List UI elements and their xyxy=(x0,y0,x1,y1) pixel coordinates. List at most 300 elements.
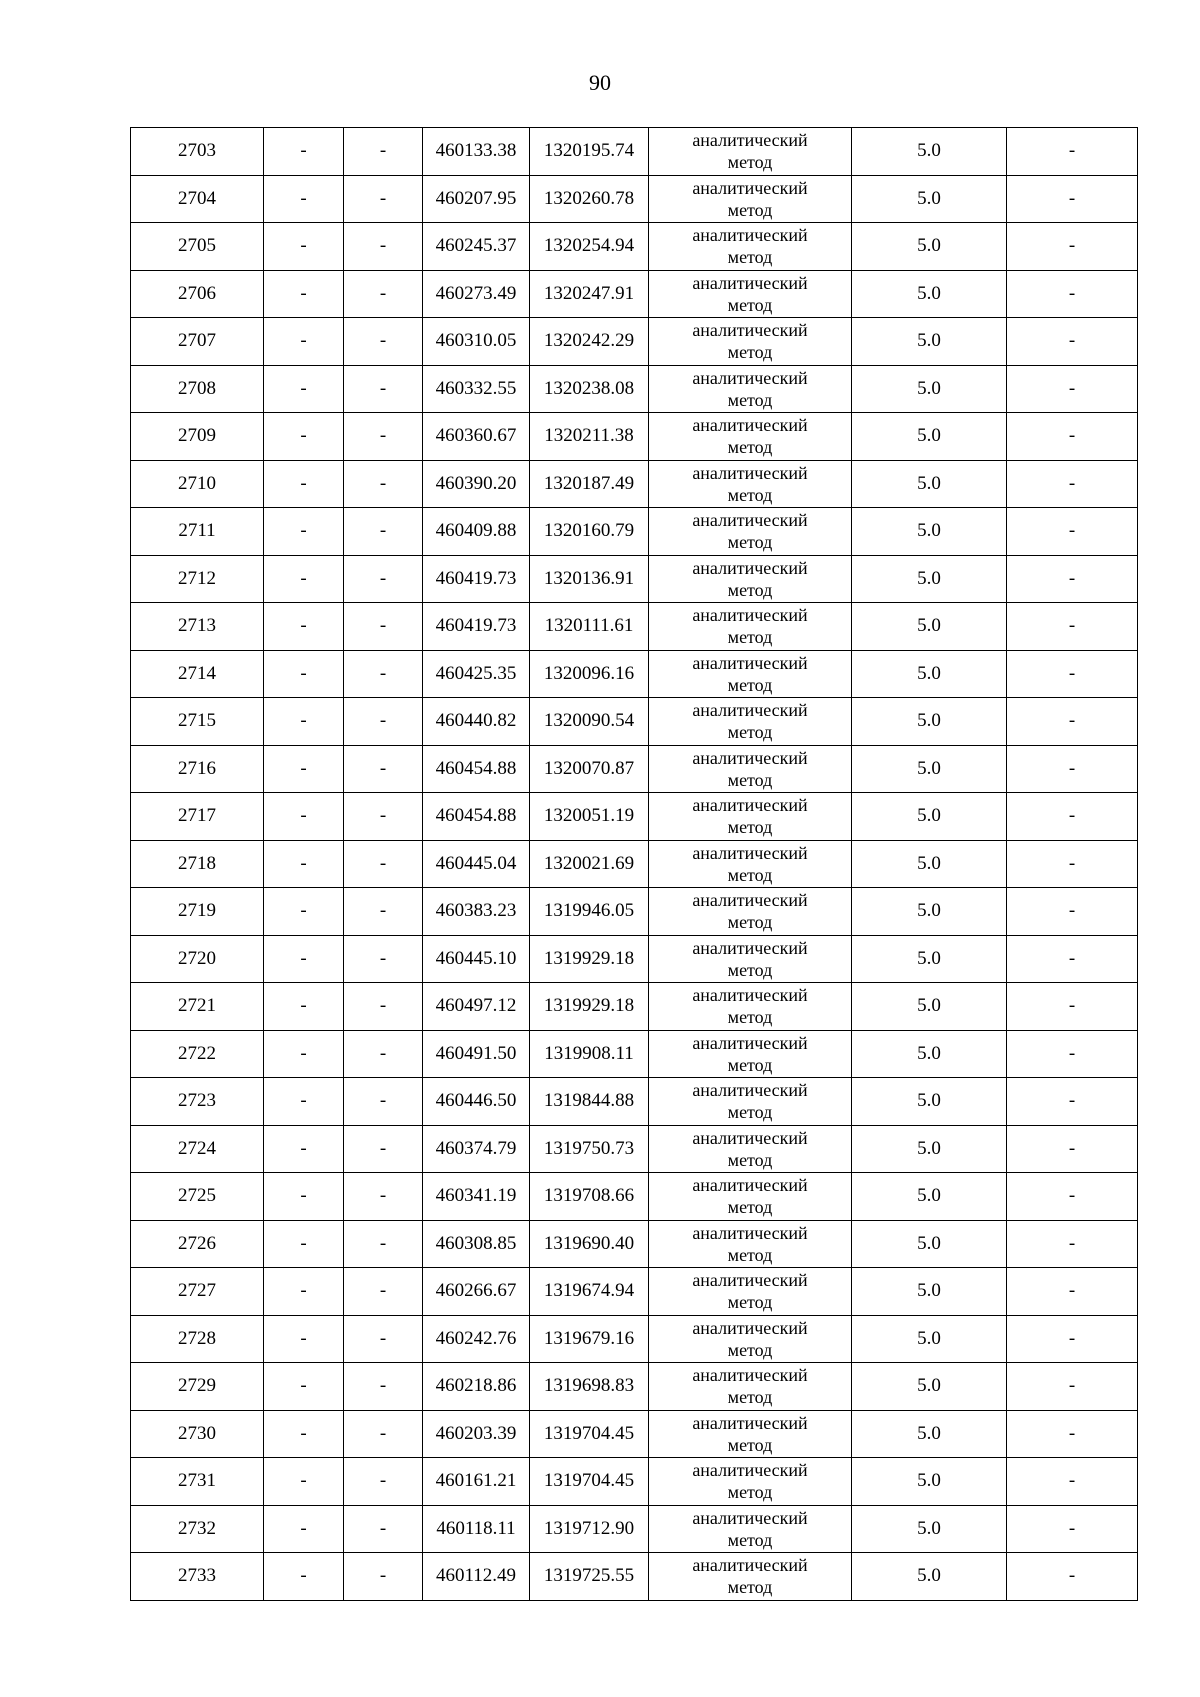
y-coordinate-cell: 1319674.94 xyxy=(530,1268,649,1316)
x-coordinate-cell: 460383.23 xyxy=(423,888,530,936)
empty-cell-8: - xyxy=(1007,840,1138,888)
x-coordinate-cell: 460454.88 xyxy=(423,793,530,841)
empty-cell-3: - xyxy=(344,1410,423,1458)
empty-cell-2: - xyxy=(264,1363,344,1411)
y-coordinate-cell: 1319679.16 xyxy=(530,1315,649,1363)
method-line-2: метод xyxy=(727,1102,773,1123)
method-cell xyxy=(649,223,852,271)
accuracy-cell: 5.0 xyxy=(852,1505,1007,1553)
point-number-cell: 2714 xyxy=(131,650,264,698)
method-line-2: метод xyxy=(727,959,773,980)
x-coordinate-cell: 460446.50 xyxy=(423,1078,530,1126)
method-line-1: аналитический xyxy=(692,937,808,958)
method-cell xyxy=(649,745,852,793)
table-row xyxy=(131,1410,1138,1458)
y-coordinate-cell: 1320195.74 xyxy=(530,128,649,176)
method-line-2: метод xyxy=(727,1197,773,1218)
method-cell xyxy=(649,983,852,1031)
point-number-cell: 2709 xyxy=(131,413,264,461)
empty-cell-3: - xyxy=(344,318,423,366)
x-coordinate-cell: 460341.19 xyxy=(423,1173,530,1221)
x-coordinate-cell: 460445.04 xyxy=(423,840,530,888)
empty-cell-3: - xyxy=(344,1315,423,1363)
empty-cell-3: - xyxy=(344,650,423,698)
accuracy-cell: 5.0 xyxy=(852,983,1007,1031)
empty-cell-3: - xyxy=(344,1030,423,1078)
method-line-1: аналитический xyxy=(692,1032,808,1053)
x-coordinate-cell: 460419.73 xyxy=(423,603,530,651)
empty-cell-3: - xyxy=(344,270,423,318)
method-line-2: метод xyxy=(727,389,773,410)
accuracy-cell: 5.0 xyxy=(852,460,1007,508)
accuracy-cell: 5.0 xyxy=(852,1220,1007,1268)
method-line-2: метод xyxy=(727,722,773,743)
method-cell xyxy=(649,175,852,223)
point-number-cell: 2703 xyxy=(131,128,264,176)
table-row xyxy=(131,1363,1138,1411)
x-coordinate-cell: 460374.79 xyxy=(423,1125,530,1173)
table-row xyxy=(131,1078,1138,1126)
method-line-1: аналитический xyxy=(692,557,808,578)
accuracy-cell: 5.0 xyxy=(852,1553,1007,1601)
empty-cell-8: - xyxy=(1007,888,1138,936)
empty-cell-3: - xyxy=(344,555,423,603)
y-coordinate-cell: 1320096.16 xyxy=(530,650,649,698)
empty-cell-8: - xyxy=(1007,365,1138,413)
point-number-cell: 2732 xyxy=(131,1505,264,1553)
y-coordinate-cell: 1320254.94 xyxy=(530,223,649,271)
empty-cell-2: - xyxy=(264,555,344,603)
empty-cell-3: - xyxy=(344,460,423,508)
table-row xyxy=(131,555,1138,603)
point-number-cell: 2708 xyxy=(131,365,264,413)
method-line-1: аналитический xyxy=(692,1365,808,1386)
empty-cell-8: - xyxy=(1007,935,1138,983)
method-line-1: аналитический xyxy=(692,652,808,673)
empty-cell-8: - xyxy=(1007,270,1138,318)
method-line-1: аналитический xyxy=(692,130,808,151)
point-number-cell: 2705 xyxy=(131,223,264,271)
method-cell xyxy=(649,698,852,746)
x-coordinate-cell: 460266.67 xyxy=(423,1268,530,1316)
empty-cell-8: - xyxy=(1007,1363,1138,1411)
point-number-cell: 2722 xyxy=(131,1030,264,1078)
point-number-cell: 2711 xyxy=(131,508,264,556)
table-row xyxy=(131,1220,1138,1268)
x-coordinate-cell: 460242.76 xyxy=(423,1315,530,1363)
accuracy-cell: 5.0 xyxy=(852,935,1007,983)
point-number-cell: 2725 xyxy=(131,1173,264,1221)
table-body xyxy=(131,128,1138,1601)
method-line-2: метод xyxy=(727,912,773,933)
empty-cell-8: - xyxy=(1007,1078,1138,1126)
y-coordinate-cell: 1320160.79 xyxy=(530,508,649,556)
accuracy-cell: 5.0 xyxy=(852,1410,1007,1458)
x-coordinate-cell: 460390.20 xyxy=(423,460,530,508)
method-line-1: аналитический xyxy=(692,747,808,768)
empty-cell-2: - xyxy=(264,935,344,983)
accuracy-cell: 5.0 xyxy=(852,1363,1007,1411)
point-number-cell: 2730 xyxy=(131,1410,264,1458)
method-line-1: аналитический xyxy=(692,462,808,483)
table-row xyxy=(131,413,1138,461)
y-coordinate-cell: 1319750.73 xyxy=(530,1125,649,1173)
x-coordinate-cell: 460454.88 xyxy=(423,745,530,793)
empty-cell-8: - xyxy=(1007,128,1138,176)
y-coordinate-cell: 1320211.38 xyxy=(530,413,649,461)
y-coordinate-cell: 1319704.45 xyxy=(530,1458,649,1506)
table-row xyxy=(131,1458,1138,1506)
empty-cell-3: - xyxy=(344,745,423,793)
table-row xyxy=(131,1553,1138,1601)
method-line-2: метод xyxy=(727,484,773,505)
method-line-1: аналитический xyxy=(692,985,808,1006)
method-line-2: метод xyxy=(727,1577,773,1598)
method-line-1: аналитический xyxy=(692,1222,808,1243)
table-row xyxy=(131,1125,1138,1173)
method-line-2: метод xyxy=(727,627,773,648)
point-number-cell: 2704 xyxy=(131,175,264,223)
empty-cell-8: - xyxy=(1007,698,1138,746)
method-line-2: метод xyxy=(727,1339,773,1360)
table-row xyxy=(131,603,1138,651)
y-coordinate-cell: 1319929.18 xyxy=(530,935,649,983)
point-number-cell: 2719 xyxy=(131,888,264,936)
y-coordinate-cell: 1319946.05 xyxy=(530,888,649,936)
point-number-cell: 2727 xyxy=(131,1268,264,1316)
empty-cell-8: - xyxy=(1007,983,1138,1031)
method-cell xyxy=(649,603,852,651)
method-line-2: метод xyxy=(727,864,773,885)
empty-cell-8: - xyxy=(1007,555,1138,603)
empty-cell-3: - xyxy=(344,508,423,556)
empty-cell-8: - xyxy=(1007,793,1138,841)
x-coordinate-cell: 460445.10 xyxy=(423,935,530,983)
method-line-2: метод xyxy=(727,579,773,600)
method-cell xyxy=(649,460,852,508)
method-line-1: аналитический xyxy=(692,415,808,436)
accuracy-cell: 5.0 xyxy=(852,1173,1007,1221)
method-cell xyxy=(649,1125,852,1173)
point-number-cell: 2723 xyxy=(131,1078,264,1126)
accuracy-cell: 5.0 xyxy=(852,793,1007,841)
method-line-1: аналитический xyxy=(692,605,808,626)
y-coordinate-cell: 1319698.83 xyxy=(530,1363,649,1411)
empty-cell-8: - xyxy=(1007,460,1138,508)
point-number-cell: 2715 xyxy=(131,698,264,746)
table-row xyxy=(131,128,1138,176)
accuracy-cell: 5.0 xyxy=(852,888,1007,936)
empty-cell-8: - xyxy=(1007,1458,1138,1506)
empty-cell-2: - xyxy=(264,1078,344,1126)
empty-cell-8: - xyxy=(1007,1410,1138,1458)
method-cell xyxy=(649,1268,852,1316)
accuracy-cell: 5.0 xyxy=(852,223,1007,271)
method-line-2: метод xyxy=(727,199,773,220)
y-coordinate-cell: 1320090.54 xyxy=(530,698,649,746)
x-coordinate-cell: 460360.67 xyxy=(423,413,530,461)
method-line-2: метод xyxy=(727,1529,773,1550)
table-row xyxy=(131,318,1138,366)
method-cell xyxy=(649,650,852,698)
empty-cell-2: - xyxy=(264,413,344,461)
accuracy-cell: 5.0 xyxy=(852,745,1007,793)
table-row xyxy=(131,1505,1138,1553)
y-coordinate-cell: 1320242.29 xyxy=(530,318,649,366)
point-number-cell: 2712 xyxy=(131,555,264,603)
empty-cell-2: - xyxy=(264,983,344,1031)
method-line-1: аналитический xyxy=(692,225,808,246)
table-row xyxy=(131,650,1138,698)
method-line-1: аналитический xyxy=(692,367,808,388)
method-line-2: метод xyxy=(727,1482,773,1503)
x-coordinate-cell: 460425.35 xyxy=(423,650,530,698)
y-coordinate-cell: 1320111.61 xyxy=(530,603,649,651)
method-cell xyxy=(649,793,852,841)
method-line-2: метод xyxy=(727,1292,773,1313)
method-line-2: метод xyxy=(727,1149,773,1170)
method-line-2: метод xyxy=(727,152,773,173)
point-number-cell: 2733 xyxy=(131,1553,264,1601)
method-line-1: аналитический xyxy=(692,795,808,816)
empty-cell-2: - xyxy=(264,460,344,508)
accuracy-cell: 5.0 xyxy=(852,840,1007,888)
x-coordinate-cell: 460310.05 xyxy=(423,318,530,366)
accuracy-cell: 5.0 xyxy=(852,650,1007,698)
method-line-1: аналитический xyxy=(692,177,808,198)
accuracy-cell: 5.0 xyxy=(852,1268,1007,1316)
point-number-cell: 2707 xyxy=(131,318,264,366)
point-number-cell: 2718 xyxy=(131,840,264,888)
y-coordinate-cell: 1319704.45 xyxy=(530,1410,649,1458)
empty-cell-8: - xyxy=(1007,650,1138,698)
empty-cell-2: - xyxy=(264,508,344,556)
empty-cell-8: - xyxy=(1007,1125,1138,1173)
method-line-1: аналитический xyxy=(692,1270,808,1291)
empty-cell-2: - xyxy=(264,128,344,176)
x-coordinate-cell: 460218.86 xyxy=(423,1363,530,1411)
empty-cell-8: - xyxy=(1007,603,1138,651)
method-line-2: метод xyxy=(727,247,773,268)
empty-cell-2: - xyxy=(264,888,344,936)
empty-cell-3: - xyxy=(344,840,423,888)
table-row xyxy=(131,175,1138,223)
x-coordinate-cell: 460440.82 xyxy=(423,698,530,746)
empty-cell-3: - xyxy=(344,603,423,651)
method-line-2: метод xyxy=(727,817,773,838)
point-number-cell: 2721 xyxy=(131,983,264,1031)
empty-cell-3: - xyxy=(344,888,423,936)
table-row xyxy=(131,840,1138,888)
accuracy-cell: 5.0 xyxy=(852,698,1007,746)
table-row xyxy=(131,1315,1138,1363)
point-number-cell: 2728 xyxy=(131,1315,264,1363)
empty-cell-2: - xyxy=(264,745,344,793)
accuracy-cell: 5.0 xyxy=(852,1458,1007,1506)
method-line-1: аналитический xyxy=(692,890,808,911)
empty-cell-3: - xyxy=(344,698,423,746)
method-cell xyxy=(649,270,852,318)
method-line-2: метод xyxy=(727,1054,773,1075)
method-cell xyxy=(649,1410,852,1458)
table-row xyxy=(131,223,1138,271)
method-line-1: аналитический xyxy=(692,1555,808,1576)
empty-cell-8: - xyxy=(1007,175,1138,223)
x-coordinate-cell: 460419.73 xyxy=(423,555,530,603)
method-line-2: метод xyxy=(727,1244,773,1265)
method-cell xyxy=(649,1173,852,1221)
method-cell xyxy=(649,555,852,603)
point-number-cell: 2731 xyxy=(131,1458,264,1506)
coordinates-table xyxy=(130,127,1138,1601)
table-row xyxy=(131,793,1138,841)
empty-cell-2: - xyxy=(264,698,344,746)
x-coordinate-cell: 460112.49 xyxy=(423,1553,530,1601)
empty-cell-2: - xyxy=(264,1410,344,1458)
y-coordinate-cell: 1320260.78 xyxy=(530,175,649,223)
method-line-1: аналитический xyxy=(692,510,808,531)
method-cell xyxy=(649,1220,852,1268)
table-row xyxy=(131,1173,1138,1221)
point-number-cell: 2724 xyxy=(131,1125,264,1173)
table-row xyxy=(131,745,1138,793)
method-line-1: аналитический xyxy=(692,1127,808,1148)
point-number-cell: 2716 xyxy=(131,745,264,793)
method-line-1: аналитический xyxy=(692,1412,808,1433)
empty-cell-3: - xyxy=(344,1363,423,1411)
empty-cell-3: - xyxy=(344,1505,423,1553)
method-cell xyxy=(649,365,852,413)
accuracy-cell: 5.0 xyxy=(852,508,1007,556)
empty-cell-2: - xyxy=(264,1125,344,1173)
point-number-cell: 2726 xyxy=(131,1220,264,1268)
method-cell xyxy=(649,128,852,176)
empty-cell-3: - xyxy=(344,413,423,461)
method-line-2: метод xyxy=(727,1387,773,1408)
empty-cell-3: - xyxy=(344,793,423,841)
method-cell xyxy=(649,318,852,366)
empty-cell-8: - xyxy=(1007,1173,1138,1221)
empty-cell-2: - xyxy=(264,223,344,271)
page-number: 90 xyxy=(589,70,611,95)
accuracy-cell: 5.0 xyxy=(852,1125,1007,1173)
method-line-1: аналитический xyxy=(692,320,808,341)
x-coordinate-cell: 460203.39 xyxy=(423,1410,530,1458)
method-cell xyxy=(649,1078,852,1126)
accuracy-cell: 5.0 xyxy=(852,413,1007,461)
method-cell xyxy=(649,935,852,983)
y-coordinate-cell: 1320051.19 xyxy=(530,793,649,841)
empty-cell-2: - xyxy=(264,270,344,318)
table-row xyxy=(131,935,1138,983)
method-cell xyxy=(649,1315,852,1363)
empty-cell-8: - xyxy=(1007,1268,1138,1316)
empty-cell-3: - xyxy=(344,223,423,271)
x-coordinate-cell: 460118.11 xyxy=(423,1505,530,1553)
method-line-2: метод xyxy=(727,1434,773,1455)
y-coordinate-cell: 1319844.88 xyxy=(530,1078,649,1126)
x-coordinate-cell: 460161.21 xyxy=(423,1458,530,1506)
method-line-2: метод xyxy=(727,437,773,458)
method-line-2: метод xyxy=(727,769,773,790)
point-number-cell: 2710 xyxy=(131,460,264,508)
empty-cell-8: - xyxy=(1007,1030,1138,1078)
x-coordinate-cell: 460245.37 xyxy=(423,223,530,271)
empty-cell-2: - xyxy=(264,175,344,223)
empty-cell-8: - xyxy=(1007,1315,1138,1363)
empty-cell-3: - xyxy=(344,983,423,1031)
x-coordinate-cell: 460273.49 xyxy=(423,270,530,318)
point-number-cell: 2729 xyxy=(131,1363,264,1411)
y-coordinate-cell: 1320247.91 xyxy=(530,270,649,318)
method-line-2: метод xyxy=(727,674,773,695)
accuracy-cell: 5.0 xyxy=(852,128,1007,176)
y-coordinate-cell: 1319908.11 xyxy=(530,1030,649,1078)
y-coordinate-cell: 1320136.91 xyxy=(530,555,649,603)
method-cell xyxy=(649,1030,852,1078)
x-coordinate-cell: 460308.85 xyxy=(423,1220,530,1268)
empty-cell-8: - xyxy=(1007,1505,1138,1553)
empty-cell-3: - xyxy=(344,1553,423,1601)
empty-cell-3: - xyxy=(344,1220,423,1268)
empty-cell-2: - xyxy=(264,603,344,651)
empty-cell-8: - xyxy=(1007,1220,1138,1268)
y-coordinate-cell: 1320021.69 xyxy=(530,840,649,888)
empty-cell-3: - xyxy=(344,1078,423,1126)
empty-cell-2: - xyxy=(264,1553,344,1601)
table-row xyxy=(131,460,1138,508)
x-coordinate-cell: 460207.95 xyxy=(423,175,530,223)
method-line-1: аналитический xyxy=(692,842,808,863)
empty-cell-8: - xyxy=(1007,413,1138,461)
empty-cell-2: - xyxy=(264,840,344,888)
method-cell xyxy=(649,508,852,556)
y-coordinate-cell: 1319712.90 xyxy=(530,1505,649,1553)
empty-cell-2: - xyxy=(264,1173,344,1221)
method-cell xyxy=(649,413,852,461)
method-line-1: аналитический xyxy=(692,1317,808,1338)
empty-cell-3: - xyxy=(344,1125,423,1173)
empty-cell-3: - xyxy=(344,365,423,413)
empty-cell-2: - xyxy=(264,1315,344,1363)
empty-cell-2: - xyxy=(264,650,344,698)
x-coordinate-cell: 460497.12 xyxy=(423,983,530,1031)
method-cell xyxy=(649,840,852,888)
accuracy-cell: 5.0 xyxy=(852,555,1007,603)
method-line-2: метод xyxy=(727,532,773,553)
empty-cell-8: - xyxy=(1007,318,1138,366)
method-cell xyxy=(649,1505,852,1553)
y-coordinate-cell: 1320187.49 xyxy=(530,460,649,508)
empty-cell-8: - xyxy=(1007,508,1138,556)
table-row xyxy=(131,1268,1138,1316)
empty-cell-2: - xyxy=(264,1030,344,1078)
empty-cell-8: - xyxy=(1007,1553,1138,1601)
point-number-cell: 2717 xyxy=(131,793,264,841)
method-line-1: аналитический xyxy=(692,700,808,721)
empty-cell-2: - xyxy=(264,1268,344,1316)
method-line-2: метод xyxy=(727,342,773,363)
empty-cell-8: - xyxy=(1007,745,1138,793)
empty-cell-3: - xyxy=(344,935,423,983)
x-coordinate-cell: 460409.88 xyxy=(423,508,530,556)
y-coordinate-cell: 1320070.87 xyxy=(530,745,649,793)
table-row xyxy=(131,698,1138,746)
table-row xyxy=(131,508,1138,556)
empty-cell-2: - xyxy=(264,1458,344,1506)
empty-cell-3: - xyxy=(344,175,423,223)
empty-cell-2: - xyxy=(264,365,344,413)
